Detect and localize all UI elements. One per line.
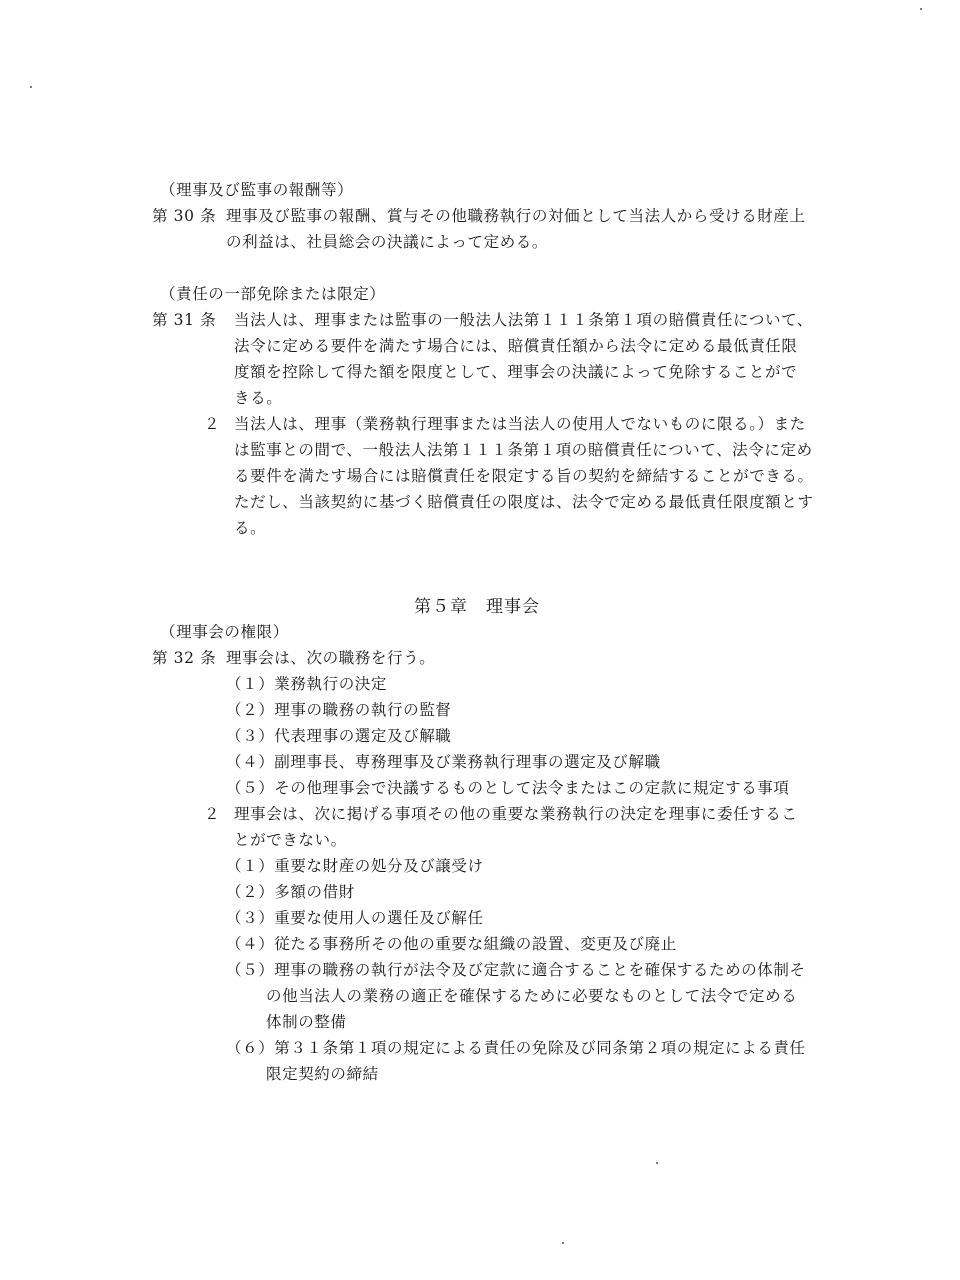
- article-32-item-2: （２）理事の職務の執行の監督: [226, 701, 452, 719]
- article-31-heading: （責任の一部免除または限定）: [160, 285, 386, 303]
- article-32-item-3: （３）代表理事の選定及び解職: [226, 727, 452, 745]
- article-31-p2-line-2: は監事との間で、一般法人法第１１１条第１項の賠償責任について、法令に定め: [234, 441, 813, 459]
- article-31-p2-line-3: る要件を満たす場合には賠償責任を限定する旨の契約を締結することができる。: [234, 467, 814, 485]
- article-32-p2-line-2: とができない。: [234, 831, 347, 849]
- scan-speck: [30, 86, 32, 88]
- article-32-p2-item-5-line-1: （５）理事の職務の執行が法令及び定款に適合することを確保するための体制そ: [226, 961, 806, 979]
- article-32-p2-item-5-line-2: の他当法人の業務の適正を確保するために必要なものとして法令で定める: [266, 987, 798, 1005]
- article-32-p2-number: ２: [204, 805, 221, 823]
- article-32-p2-line-1: 理事会は、次に掲げる事項その他の重要な業務執行の決定を理事に委任するこ: [234, 805, 798, 823]
- article-30-line-1: 理事及び監事の報酬、賞与その他職務執行の対価として当法人から受ける財産上: [226, 207, 806, 225]
- article-31-p1-line-4: きる。: [234, 389, 283, 407]
- article-30-label: 第 30 条: [152, 207, 217, 225]
- article-32-p2-item-1: （１）重要な財産の処分及び譲受け: [226, 857, 484, 875]
- scan-speck: [920, 8, 922, 10]
- article-31-p1-line-3: 度額を控除して得た額を限度として、理事会の決議によって免除することがで: [234, 363, 798, 381]
- article-32-item-1: （１）業務執行の決定: [226, 675, 388, 693]
- scan-speck: [656, 1162, 658, 1164]
- article-32-p2-item-6-line-2: 限定契約の締結: [266, 1065, 379, 1083]
- article-32-p2-item-6-line-1: （６）第３１条第１項の規定による責任の免除及び同条第２項の規定による責任: [226, 1039, 806, 1057]
- article-32-p2-item-5-line-3: 体制の整備: [266, 1013, 347, 1031]
- article-31-p1-line-1: 当法人は、理事または監事の一般法人法第１１１条第１項の賠償責任について、: [234, 311, 813, 329]
- article-31-p1-line-2: 法令に定める要件を満たす場合には、賠償責任額から法令に定める最低責任限: [234, 337, 798, 355]
- article-30-line-2: の利益は、社員総会の決議によって定める。: [226, 233, 549, 251]
- scan-speck: [562, 1242, 564, 1244]
- article-32-p2-item-4: （４）従たる事務所その他の重要な組織の設置、変更及び廃止: [226, 935, 677, 953]
- article-31-p2-line-5: る。: [234, 519, 267, 537]
- article-32-p2-item-3: （３）重要な使用人の選任及び解任: [226, 909, 484, 927]
- article-31-label: 第 31 条: [152, 311, 217, 329]
- chapter-5-title: 第５章 理事会: [414, 597, 540, 617]
- article-31-p2-line-1: 当法人は、理事（業務執行理事または当法人の使用人でないものに限る。）また: [234, 415, 806, 433]
- article-32-p2-item-2: （２）多額の借財: [226, 883, 355, 901]
- article-32-intro: 理事会は、次の職務を行う。: [226, 649, 436, 667]
- article-32-item-4: （４）副理事長、専務理事及び業務執行理事の選定及び解職: [226, 753, 661, 771]
- article-32-item-5: （５）その他理事会で決議するものとして法令またはこの定款に規定する事項: [226, 779, 790, 797]
- article-32-heading: （理事会の権限）: [160, 623, 289, 641]
- article-31-p2-number: ２: [204, 415, 221, 433]
- article-31-p2-line-4: ただし、当該契約に基づく賠償責任の限度は、法令で定める最低責任限度額とす: [234, 493, 814, 511]
- article-32-label: 第 32 条: [152, 649, 217, 667]
- article-30-heading: （理事及び監事の報酬等）: [160, 181, 354, 199]
